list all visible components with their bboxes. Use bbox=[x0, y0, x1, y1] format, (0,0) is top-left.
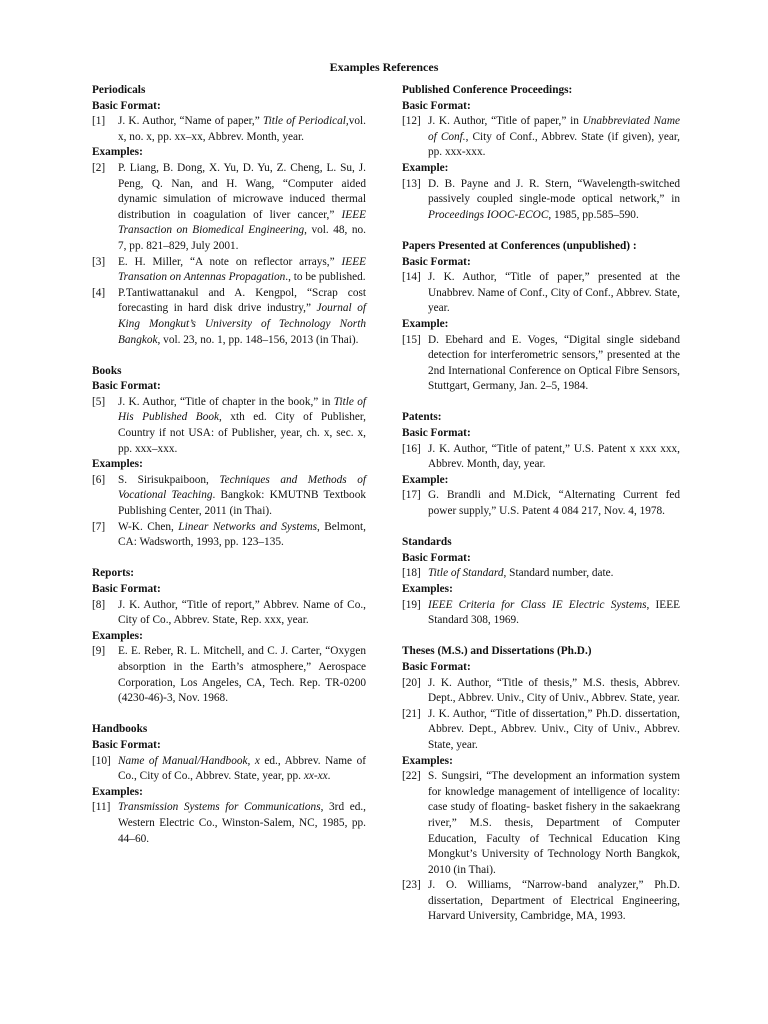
reference-entry bbox=[92, 161, 366, 255]
reference-entry bbox=[92, 255, 366, 286]
reference-number: [23] bbox=[402, 879, 421, 892]
reference-text: J. K. Author, “Title of report,” Abbrev. Name of Co., City of Co., Abbrev. State, Rep. xxx, year. bbox=[118, 598, 366, 627]
group-label: Example: bbox=[402, 317, 449, 330]
section-heading: Handbooks bbox=[92, 723, 148, 736]
reference-section bbox=[92, 364, 366, 551]
reference-italic-text: IEEE Transation on Antennas Propagation bbox=[118, 255, 366, 284]
reference-entry bbox=[92, 598, 366, 629]
reference-number: [19] bbox=[402, 598, 421, 611]
reference-section bbox=[92, 83, 366, 348]
section-heading: Standards bbox=[402, 536, 452, 549]
reference-entry bbox=[92, 800, 366, 847]
reference-number: [16] bbox=[402, 442, 421, 455]
reference-text: J. K. Author, “Title of paper,” presented at the Unabbrev. Name of Conf., City of Conf., Abbrev. State, year. bbox=[428, 271, 680, 315]
reference-number: [3] bbox=[92, 255, 106, 268]
reference-text: , 1985, pp.585–590. bbox=[548, 208, 639, 221]
reference-number: [11] bbox=[92, 801, 111, 814]
section-heading: Periodicals bbox=[92, 84, 146, 96]
section-heading: Reports: bbox=[92, 567, 135, 580]
reference-entry bbox=[402, 878, 680, 925]
reference-number: [1] bbox=[92, 115, 106, 128]
group-label: Basic Format: bbox=[92, 738, 161, 751]
reference-text: , Standard number, date. bbox=[503, 567, 614, 580]
reference-text: , 3rd ed., Western Electric Co., Winston-Salem, NC, 1985, pp. 44–60. bbox=[118, 801, 367, 845]
reference-entry bbox=[402, 488, 680, 519]
reference-text: vol. x, no. x, pp. xx–xx, Abbrev. Month, year. bbox=[118, 115, 366, 143]
group-label: Examples: bbox=[402, 583, 453, 595]
group-label: Basic Format: bbox=[92, 583, 161, 595]
reference-entry bbox=[402, 707, 680, 754]
reference-text: , City of Conf., Abbrev. State (if given), year, pp. xxx-xxx. bbox=[428, 130, 680, 159]
group-label: Basic Format: bbox=[402, 660, 471, 673]
reference-number: [8] bbox=[92, 598, 106, 611]
reference-text: P. Liang, B. Dong, X. Yu, D. Yu, Z. Cheng, L. Su, J. Peng, Q. Nan, and H. Wang, “Computer aided dynamic simulation of microwave induced thermal distribution in coagulation of liver cancer,” bbox=[118, 161, 366, 221]
reference-text: D. B. Payne and J. R. Stern, “Wavelength-switched passively coupled single-mode optical network,” in bbox=[428, 177, 680, 206]
reference-entry bbox=[92, 286, 366, 348]
reference-text: S. Sungsiri, “The development an information system for knowledge management of intelligence of locality: case study of floating- basket fishery in the sakaekrang river,” M.S. thesis, Department of Computer Education, Faculty of Technical Education King Mongkut’s University of Technology North Bangkok, 2010 (in Thai). bbox=[428, 770, 680, 876]
group-label: Basic Format: bbox=[402, 99, 471, 112]
reference-entry bbox=[92, 114, 366, 145]
section-heading: Papers Presented at Conferences (unpublished) : bbox=[402, 239, 637, 252]
reference-number: [7] bbox=[92, 520, 106, 533]
reference-section bbox=[402, 239, 680, 395]
reference-text: E. H. Miller, “A note on reflector arrays,” bbox=[118, 255, 342, 268]
reference-italic-text: Linear Networks and Systems bbox=[178, 520, 318, 533]
reference-text: , vol. 23, no. 1, pp. 148–156, 2013 (in Thai). bbox=[157, 333, 359, 346]
reference-section bbox=[402, 535, 680, 629]
reference-italic-text: Techniques and Methods of Vocational Teaching bbox=[118, 473, 366, 502]
right-column bbox=[402, 83, 680, 941]
reference-italic-text: xx-xx bbox=[303, 770, 328, 783]
reference-number: [5] bbox=[92, 395, 106, 408]
reference-entry bbox=[402, 598, 680, 629]
page-title: Examples References bbox=[329, 60, 439, 74]
group-label: Basic Format: bbox=[402, 551, 471, 564]
reference-section bbox=[402, 644, 680, 925]
group-label: Basic Format: bbox=[92, 380, 161, 393]
reference-text: , IEEE Standard 308, 1969. bbox=[428, 598, 680, 627]
reference-text: . Bangkok: KMUTNB Textbook Publishing Center, 2011 (in Thai). bbox=[118, 489, 367, 518]
reference-text: , vol. 48, no. 7, pp. 821–829, July 2001. bbox=[118, 224, 366, 252]
reference-text: ed., Abbrev. Name of Co., City of Co., Abbrev. State, year, pp. bbox=[118, 754, 366, 783]
reference-section bbox=[402, 410, 680, 519]
reference-section bbox=[92, 566, 366, 706]
reference-section bbox=[402, 83, 680, 223]
reference-entry bbox=[402, 769, 680, 878]
section-heading: Books bbox=[92, 364, 122, 377]
reference-italic-text: Title of Periodical, bbox=[262, 115, 349, 128]
reference-number: [15] bbox=[402, 333, 421, 346]
reference-italic-text: Journal of King Mongkut’s University of Technology North Bangkok bbox=[118, 302, 366, 346]
group-label: Basic Format: bbox=[402, 427, 471, 440]
group-label: Basic Format: bbox=[402, 255, 471, 268]
reference-entry bbox=[92, 520, 366, 551]
reference-entry bbox=[402, 566, 680, 582]
reference-text: E. E. Reber, R. L. Mitchell, and C. J. Carter, “Oxygen absorption in the Earth’s atmosphere,” Aerospace Corporation, Los Angeles, CA, Tech. Rep. TR-0200 (4230-46)-3, Nov. 1968. bbox=[118, 645, 366, 705]
group-label: Basic Format: bbox=[92, 99, 161, 112]
reference-italic-text: Unabbreviated Name of Conf. bbox=[428, 115, 680, 143]
reference-text: J. K. Author, “Name of paper,” bbox=[118, 115, 263, 128]
reference-number: [21] bbox=[402, 707, 421, 720]
group-label: Examples: bbox=[92, 629, 143, 642]
reference-entry bbox=[402, 177, 680, 224]
section-heading: Theses (M.S.) and Dissertations (Ph.D.) bbox=[402, 645, 592, 658]
reference-entry bbox=[402, 442, 680, 473]
reference-italic-text: Name of Manual/Handbook, x bbox=[118, 754, 260, 767]
reference-text: , xth ed. City of Publisher, Country if not USA: of Publisher, year, ch. x, sec. x, pp. xxx–xxx. bbox=[118, 411, 366, 455]
reference-text: S. Sirisukpaiboon, bbox=[118, 473, 220, 486]
reference-entry bbox=[402, 333, 680, 395]
reference-entry bbox=[92, 395, 366, 457]
reference-italic-text: Title of Standard bbox=[428, 567, 504, 580]
reference-entry bbox=[402, 270, 680, 317]
reference-italic-text: Transmission Systems for Communications bbox=[118, 801, 321, 814]
section-heading: Published Conference Proceedings: bbox=[402, 84, 573, 96]
reference-number: [10] bbox=[92, 754, 111, 767]
reference-text: J. K. Author, “Title of thesis,” M.S. thesis, Abbrev. Dept., Abbrev. Univ., City of Univ., Abbrev. State, year. bbox=[428, 676, 680, 705]
reference-italic-text: Proceedings IOOC-ECOC bbox=[428, 208, 549, 221]
group-label: Examples: bbox=[92, 458, 143, 471]
reference-number: [22] bbox=[402, 770, 421, 783]
left-column bbox=[92, 83, 366, 863]
reference-italic-text: Title of His Published Book bbox=[118, 395, 366, 424]
reference-number: [18] bbox=[402, 567, 421, 580]
group-label: Examples: bbox=[92, 785, 143, 798]
group-label: Example: bbox=[402, 161, 449, 174]
reference-number: [2] bbox=[92, 161, 106, 174]
reference-number: [17] bbox=[402, 489, 421, 502]
group-label: Examples: bbox=[402, 754, 453, 767]
reference-text: P.Tantiwattanakul and A. Kengpol, “Scrap cost forecasting in hard disk drive industry,” bbox=[118, 286, 366, 315]
reference-entry bbox=[92, 473, 366, 520]
reference-entry bbox=[402, 114, 680, 161]
reference-entry bbox=[402, 676, 680, 707]
reference-text: J. K. Author, “Title of patent,” U.S. Patent x xxx xxx, Abbrev. Month, day, year. bbox=[428, 442, 680, 471]
reference-text: J. K. Author, “Title of paper,” in bbox=[428, 115, 583, 128]
reference-text: J. K. Author, “Title of chapter in the book,” in bbox=[118, 395, 334, 408]
reference-text: J. K. Author, “Title of dissertation,” Ph.D. dissertation, Abbrev. Dept., Abbrev. Univ., City of Univ., Abbrev. State, year. bbox=[428, 707, 680, 751]
reference-text: ., to be published. bbox=[285, 271, 366, 284]
reference-text: , Belmont, CA: Wadsworth, 1993, pp. 123–135. bbox=[118, 520, 366, 549]
section-heading: Patents: bbox=[402, 411, 442, 424]
reference-text: G. Brandli and M.Dick, “Alternating Current fed power supply,” U.S. Patent 4 084 217, Nov. 4, 1978. bbox=[428, 489, 680, 518]
reference-number: [4] bbox=[92, 286, 106, 299]
reference-italic-text: IEEE Transaction on Biomedical Engineering bbox=[118, 208, 366, 237]
reference-number: [20] bbox=[402, 676, 421, 689]
reference-entry bbox=[92, 644, 366, 706]
reference-text: D. Ebehard and E. Voges, “Digital single sideband detection for interferometric sensors,” presented at the 2nd International Conference on Optical Fibre Sensors, Stuttgart, Germany, Jan. 2–5, 1984. bbox=[428, 333, 680, 393]
reference-number: [13] bbox=[402, 177, 421, 190]
reference-number: [9] bbox=[92, 645, 106, 658]
reference-number: [12] bbox=[402, 115, 421, 128]
group-label: Examples: bbox=[92, 146, 143, 159]
group-label: Example: bbox=[402, 473, 449, 486]
reference-number: [6] bbox=[92, 473, 106, 486]
reference-section bbox=[92, 722, 366, 847]
reference-entry bbox=[92, 754, 366, 785]
reference-number: [14] bbox=[402, 271, 421, 284]
reference-text: . bbox=[327, 770, 331, 783]
reference-text: W-K. Chen, bbox=[118, 520, 179, 533]
reference-text: J. O. Williams, “Narrow-band analyzer,” Ph.D. dissertation, Department of Electrical Engineering, Harvard University, Cambridge, MA, 1993. bbox=[428, 879, 680, 923]
reference-italic-text: IEEE Criteria for Class IE Electric Systems bbox=[428, 598, 647, 611]
